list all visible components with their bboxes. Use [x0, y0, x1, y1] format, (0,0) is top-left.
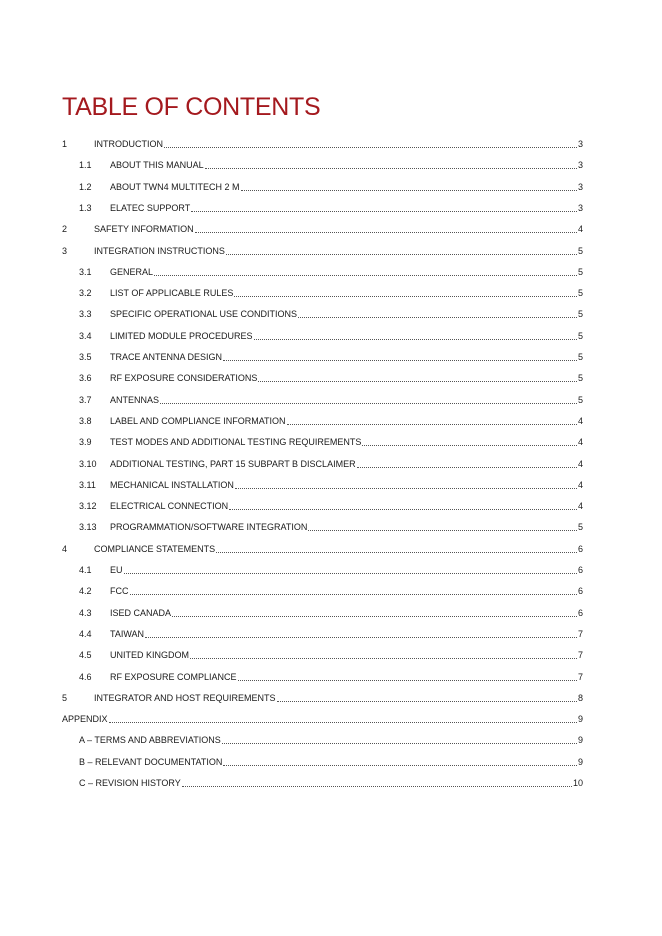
toc-entry[interactable] — [79, 286, 583, 299]
toc-entry-label: SAFETY INFORMATION — [94, 224, 194, 235]
toc-entry-label: FCC — [110, 586, 129, 597]
toc-entry-number: 2 — [62, 224, 68, 235]
toc-entry[interactable] — [79, 180, 583, 193]
toc-dot-leader — [229, 508, 577, 510]
toc-entry-label: INTRODUCTION — [94, 139, 163, 149]
toc-dot-leader — [238, 679, 577, 681]
toc-entry-page-number: 9 — [577, 735, 583, 746]
toc-entry[interactable] — [79, 393, 583, 406]
toc-entry[interactable] — [79, 776, 583, 789]
toc-entry-number: 3.11 — [79, 479, 96, 490]
toc-entry-label: ELATEC SUPPORT — [110, 202, 191, 213]
toc-entry-page-number: 5 — [577, 522, 583, 533]
toc-entry-number: 3.9 — [79, 437, 92, 448]
toc-dot-leader — [234, 295, 577, 297]
toc-dot-leader — [216, 551, 577, 553]
toc-entry-number: 4 — [62, 543, 68, 554]
toc-entry[interactable] — [79, 648, 583, 661]
toc-entry-page-number: 6 — [577, 586, 583, 597]
toc-entry-number: 3.8 — [79, 415, 92, 426]
toc-entry-page-number: 9 — [577, 756, 583, 767]
toc-entry-label: ANTENNAS — [110, 394, 160, 405]
toc-dot-leader — [362, 444, 577, 446]
toc-entry[interactable] — [79, 606, 583, 619]
toc-entry-number: 1.3 — [79, 202, 92, 213]
toc-entry-page-number: 4 — [577, 479, 583, 490]
toc-entry[interactable] — [79, 755, 583, 768]
toc-entry-number: 1 — [62, 139, 68, 149]
toc-entry-page-number: 5 — [577, 288, 583, 299]
toc-entry-label: UNITED KINGDOM — [110, 650, 190, 661]
toc-entry[interactable] — [62, 712, 583, 725]
toc-entry-page-number: 9 — [577, 714, 583, 725]
toc-entry[interactable] — [62, 222, 583, 235]
toc-dot-leader — [109, 721, 577, 723]
toc-entry[interactable] — [79, 371, 583, 384]
toc-entry-page-number: 6 — [577, 607, 583, 618]
toc-dot-leader — [287, 423, 577, 425]
toc-entry-page-number: 3 — [577, 139, 583, 149]
toc-entry[interactable] — [79, 307, 583, 320]
toc-dot-leader — [223, 359, 577, 361]
toc-entry-label: ADDITIONAL TESTING, PART 15 SUBPART B DISCLAIMER — [110, 458, 356, 469]
toc-entry-number: 3.12 — [79, 501, 97, 512]
toc-dot-leader — [223, 764, 577, 766]
toc-entry-number: 5 — [62, 692, 68, 703]
toc-entry-label: INTEGRATOR AND HOST REQUIREMENTS — [94, 692, 276, 703]
toc-entry-number: 4.3 — [79, 607, 92, 618]
toc-entry-label: TRACE ANTENNA DESIGN — [110, 352, 223, 362]
toc-entry-page-number: 4 — [577, 501, 583, 512]
toc-entry[interactable] — [79, 329, 583, 342]
toc-entry-label: RF EXPOSURE COMPLIANCE — [110, 671, 237, 682]
toc-entry-number: 1.2 — [79, 181, 92, 192]
toc-entry[interactable] — [79, 158, 583, 171]
toc-entry-label: ELECTRICAL CONNECTION — [110, 501, 229, 512]
toc-entry-number: 3.7 — [79, 394, 92, 405]
toc-dot-leader — [222, 742, 577, 744]
toc-entry[interactable] — [62, 542, 583, 555]
toc-entry-number: 4.1 — [79, 565, 92, 575]
toc-entry-page-number: 5 — [577, 373, 583, 384]
toc-dot-leader — [190, 657, 577, 659]
toc-entry-label: EU — [110, 565, 123, 575]
toc-entry-label: TAIWAN — [110, 628, 144, 639]
toc-dot-leader — [130, 593, 577, 595]
toc-entry[interactable] — [79, 520, 583, 533]
toc-entry-number: 3 — [62, 245, 68, 256]
toc-entry-page-number: 7 — [577, 671, 583, 682]
toc-dot-leader — [154, 274, 577, 276]
toc-dot-leader — [182, 785, 572, 787]
toc-dot-leader — [172, 615, 577, 617]
toc-entry-number: 3.13 — [79, 522, 97, 533]
toc-entry[interactable] — [79, 435, 583, 448]
toc-entry[interactable] — [79, 499, 583, 512]
toc-entry-page-number: 5 — [577, 245, 583, 256]
toc-entry-page-number: 5 — [577, 330, 583, 341]
toc-entry-page-number: 6 — [577, 543, 583, 554]
toc-entry-label: TEST MODES AND ADDITIONAL TESTING REQUIREMENTS — [110, 437, 362, 448]
toc-entry-label: INTEGRATION INSTRUCTIONS — [94, 245, 225, 256]
toc-entry-page-number: 8 — [577, 692, 583, 703]
toc-dot-leader — [124, 572, 577, 574]
toc-entry-number: 3.10 — [79, 458, 97, 469]
toc-entry[interactable] — [79, 265, 583, 278]
toc-entry-number: 3.1 — [79, 266, 92, 277]
toc-dot-leader — [195, 231, 577, 233]
toc-entry-page-number: 3 — [577, 202, 583, 213]
toc-dot-leader — [298, 316, 577, 318]
toc-entry[interactable] — [79, 350, 583, 363]
toc-entry-page-number: 7 — [577, 650, 583, 661]
toc-entry-label: B – RELEVANT DOCUMENTATION — [79, 756, 223, 767]
toc-entry-label: LABEL AND COMPLIANCE INFORMATION — [110, 415, 286, 426]
toc-entry[interactable] — [79, 584, 583, 597]
toc-entry[interactable] — [79, 201, 583, 214]
toc-entry-page-number: 10 — [572, 778, 583, 788]
toc-entry-number: 4.5 — [79, 650, 92, 661]
toc-entry-number: 3.5 — [79, 352, 92, 362]
toc-entry-page-number: 3 — [577, 181, 583, 192]
toc-entry-number: 4.2 — [79, 586, 92, 597]
toc-entry-label: APPENDIX — [62, 714, 108, 725]
toc-entry[interactable] — [62, 137, 583, 150]
toc-entry-number: 3.3 — [79, 309, 92, 320]
toc-entry-label: C – REVISION HISTORY — [79, 778, 181, 788]
toc-entry-label: GENERAL — [110, 266, 154, 277]
toc-entry[interactable] — [79, 627, 583, 640]
toc-entry-page-number: 4 — [577, 458, 583, 469]
toc-entry[interactable] — [79, 414, 583, 427]
toc-entry-label: COMPLIANCE STATEMENTS — [94, 543, 216, 554]
toc-entry-label: MECHANICAL INSTALLATION — [110, 479, 234, 490]
toc-entry-label: A – TERMS AND ABBREVIATIONS — [79, 735, 221, 746]
toc-entry-number: 3.2 — [79, 288, 92, 299]
toc-entry[interactable] — [79, 478, 583, 491]
toc-entry-label: ISED CANADA — [110, 607, 172, 618]
toc-entry-label: RF EXPOSURE CONSIDERATIONS — [110, 373, 258, 384]
toc-entry-number: 4.4 — [79, 628, 92, 639]
toc-entry-label: LIST OF APPLICABLE RULES — [110, 288, 234, 299]
page-title: TABLE OF CONTENTS — [62, 93, 321, 121]
toc-entry-number: 4.6 — [79, 671, 92, 682]
toc-dot-leader — [258, 380, 577, 382]
toc-dot-leader — [226, 253, 577, 255]
toc-dot-leader — [308, 529, 577, 531]
toc-dot-leader — [191, 210, 577, 212]
toc-entry-label: ABOUT TWN4 MULTITECH 2 M — [110, 181, 240, 192]
toc-entry-page-number: 4 — [577, 415, 583, 426]
toc-dot-leader — [357, 466, 577, 468]
toc-entry-label: SPECIFIC OPERATIONAL USE CONDITIONS — [110, 309, 298, 320]
toc-entry-label: PROGRAMMATION/SOFTWARE INTEGRATION — [110, 522, 308, 533]
toc-entry-page-number: 6 — [577, 565, 583, 575]
toc-dot-leader — [160, 402, 577, 404]
toc-dot-leader — [235, 487, 577, 489]
toc-entry-label: ABOUT THIS MANUAL — [110, 160, 204, 171]
toc-entry-page-number: 4 — [577, 437, 583, 448]
toc-entry-number: 1.1 — [79, 160, 92, 171]
toc-entry[interactable] — [79, 733, 583, 746]
toc-dot-leader — [277, 700, 577, 702]
toc-entry-page-number: 5 — [577, 309, 583, 320]
toc-dot-leader — [254, 338, 577, 340]
toc-entry-page-number: 7 — [577, 628, 583, 639]
toc-entry[interactable] — [62, 691, 583, 704]
toc-entry-page-number: 5 — [577, 352, 583, 362]
toc-dot-leader — [241, 189, 577, 191]
toc-entry-page-number: 3 — [577, 160, 583, 171]
toc-entry-page-number: 5 — [577, 394, 583, 405]
toc-entry[interactable] — [79, 457, 583, 470]
toc-entry-number: 3.4 — [79, 330, 92, 341]
toc-entry[interactable] — [79, 670, 583, 683]
toc-dot-leader — [145, 636, 577, 638]
toc-entry-page-number: 5 — [577, 266, 583, 277]
toc-entry-page-number: 4 — [577, 224, 583, 235]
toc-dot-leader — [164, 146, 577, 148]
toc-dot-leader — [205, 167, 577, 169]
toc-entry[interactable] — [79, 563, 583, 576]
toc-entry[interactable] — [62, 244, 583, 257]
toc-entry-number: 3.6 — [79, 373, 92, 384]
toc-entry-label: LIMITED MODULE PROCEDURES — [110, 330, 253, 341]
